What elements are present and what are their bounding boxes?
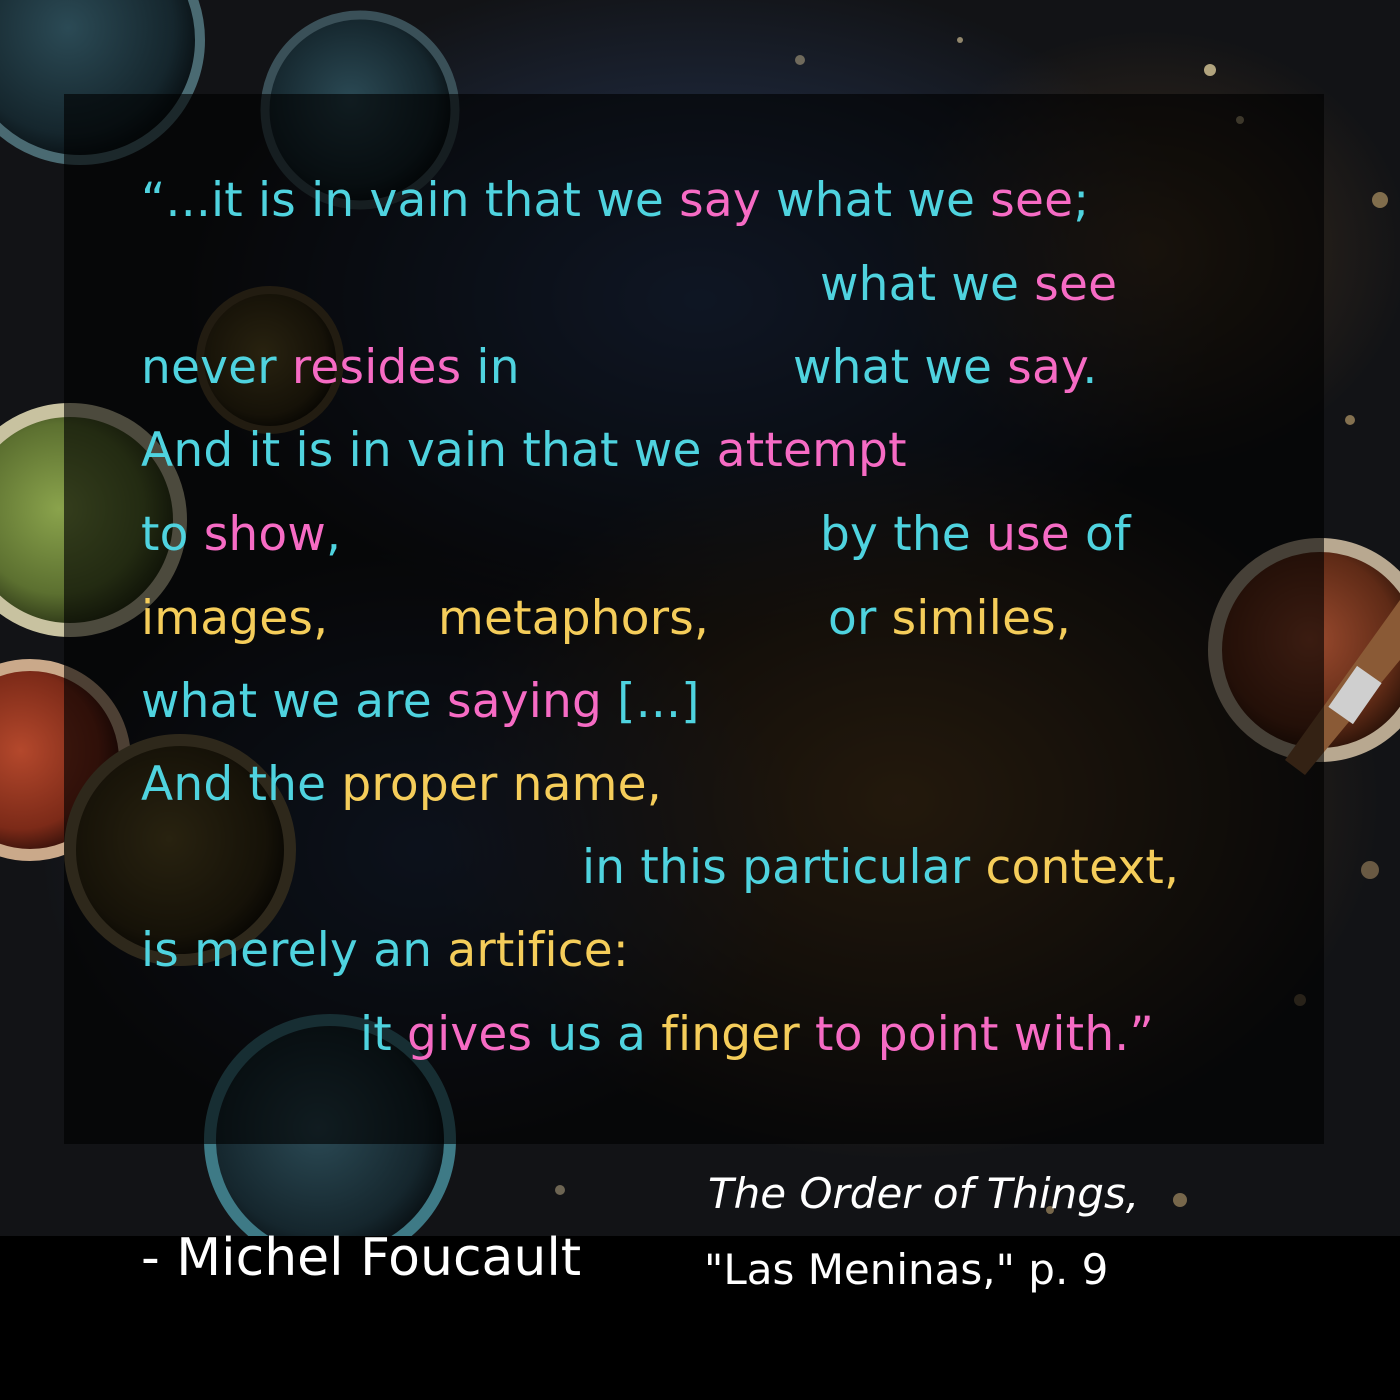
quote-word-segment: to: [141, 507, 204, 562]
quote-word-segment: show: [203, 507, 327, 562]
quote-line-5b: [820, 505, 1131, 565]
quote-line-9: [582, 838, 1179, 898]
quote-word-segment: use: [986, 507, 1070, 562]
quote-line-6b: [438, 589, 709, 649]
quote-line-7: [141, 672, 700, 732]
quote-word-segment: “...it is in vain that we: [141, 173, 680, 228]
quote-word-segment: what we: [793, 340, 1008, 395]
quote-line-8: [141, 755, 662, 815]
quote-word-segment: us a: [532, 1007, 662, 1062]
quote-word-segment: is merely an: [141, 923, 448, 978]
quote-word-segment: saying: [447, 674, 603, 729]
quote-word-segment: artifice:: [447, 923, 629, 978]
author-name: - Michel Foucault: [141, 1228, 582, 1288]
source-book-title: The Order of Things,: [708, 1169, 1140, 1218]
quote-line-4: [141, 421, 907, 481]
quote-word-segment: of: [1069, 507, 1131, 562]
quote-word-segment: [...]: [602, 674, 700, 729]
quote-word-segment: in: [461, 340, 520, 395]
quote-word-segment: never: [141, 340, 292, 395]
quote-line-10: [141, 921, 629, 981]
quote-word-segment: see: [1034, 257, 1118, 312]
quote-word-segment: And it is in vain that we: [141, 423, 717, 478]
quote-word-segment: or: [828, 591, 892, 646]
quote-word-segment: by the: [820, 507, 987, 562]
quote-word-segment: ;: [1073, 173, 1090, 228]
quote-word-segment: resides: [291, 340, 462, 395]
quote-word-segment: images,: [141, 591, 329, 646]
quote-word-segment: in this particular: [582, 840, 986, 895]
quote-word-segment: similes,: [891, 591, 1072, 646]
quote-word-segment: metaphors,: [438, 591, 710, 646]
quote-word-segment: it: [360, 1007, 408, 1062]
quote-word-segment: context,: [985, 840, 1180, 895]
quote-word-segment: gives: [407, 1007, 533, 1062]
source-chapter-page: "Las Meninas," p. 9: [704, 1245, 1109, 1294]
quote-word-segment: finger: [661, 1007, 800, 1062]
quote-line-11: [360, 1005, 1154, 1065]
quote-word-segment: .: [1082, 340, 1098, 395]
quote-line-1: [141, 171, 1089, 231]
quote-word-segment: attempt: [716, 423, 907, 478]
quote-line-2: [820, 255, 1117, 315]
quote-word-segment: And the: [141, 757, 342, 812]
quote-word-segment: proper name,: [341, 757, 662, 812]
quote-line-5a: [141, 505, 341, 565]
quote-line-6c: [828, 589, 1071, 649]
quote-word-segment: see: [990, 173, 1074, 228]
quote-word-segment: what we: [760, 173, 991, 228]
quote-line-3a: [141, 338, 520, 398]
quote-word-segment: to point with.”: [799, 1007, 1154, 1062]
quote-line-6a: [141, 589, 328, 649]
quote-word-segment: what we: [820, 257, 1035, 312]
quote-word-segment: say: [1007, 340, 1083, 395]
quote-line-3b: [793, 338, 1097, 398]
quote-word-segment: what we are: [141, 674, 448, 729]
quote-word-segment: say: [679, 173, 761, 228]
quote-word-segment: ,: [326, 507, 342, 562]
